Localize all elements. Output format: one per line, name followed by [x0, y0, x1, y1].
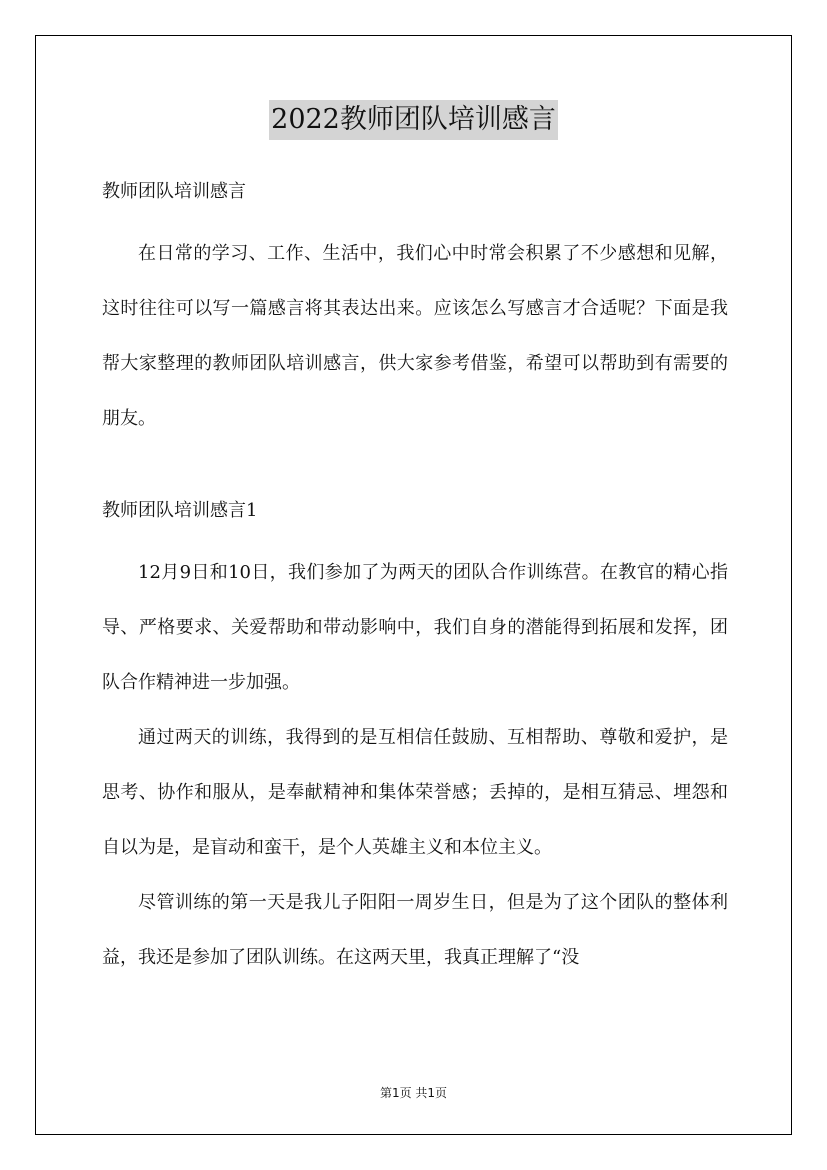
title-container [0, 100, 827, 140]
page-footer: 第1页 共1页 [379, 1086, 448, 1100]
body-paragraph: 通过两天的训练，我得到的是互相信任鼓励、互相帮助、尊敬和爱护，是思考、协作和服从，是奉献精神和集体荣誉感；丢掉的，是相互猜忌、埋怨和自以为是，是盲动和蛮干，是个人英雄主义和本位主义。 [102, 727, 728, 858]
document-title: 2022教师团队培训感言 [269, 100, 558, 140]
subtitle: 教师团队培训感言 [102, 181, 246, 202]
spacer [102, 446, 728, 493]
body-paragraph: 尽管训练的第一天是我儿子阳阳一周岁生日，但是为了这个团队的整体利益，我还是参加了团队训练。在这两天里，我真正理解了“没 [102, 892, 728, 968]
body-paragraph: 12月9日和10日，我们参加了为两天的团队合作训练营。在教官的精心指导、严格要求、关爱帮助和带动影响中，我们自身的潜能得到拓展和发挥，团队合作精神进一步加强。 [102, 562, 728, 693]
spacer [102, 210, 728, 226]
document-body [102, 174, 728, 985]
intro-paragraph: 在日常的学习、工作、生活中，我们心中时常会积累了不少感想和见解，这时往往可以写一篇感言将其表达出来。应该怎么写感言才合适呢？下面是我帮大家整理的教师团队培训感言，供大家参考借鉴，希望可以帮助到有需要的朋友。 [102, 243, 728, 429]
section-heading: 教师团队培训感言1 [102, 500, 258, 521]
spacer [102, 529, 728, 545]
